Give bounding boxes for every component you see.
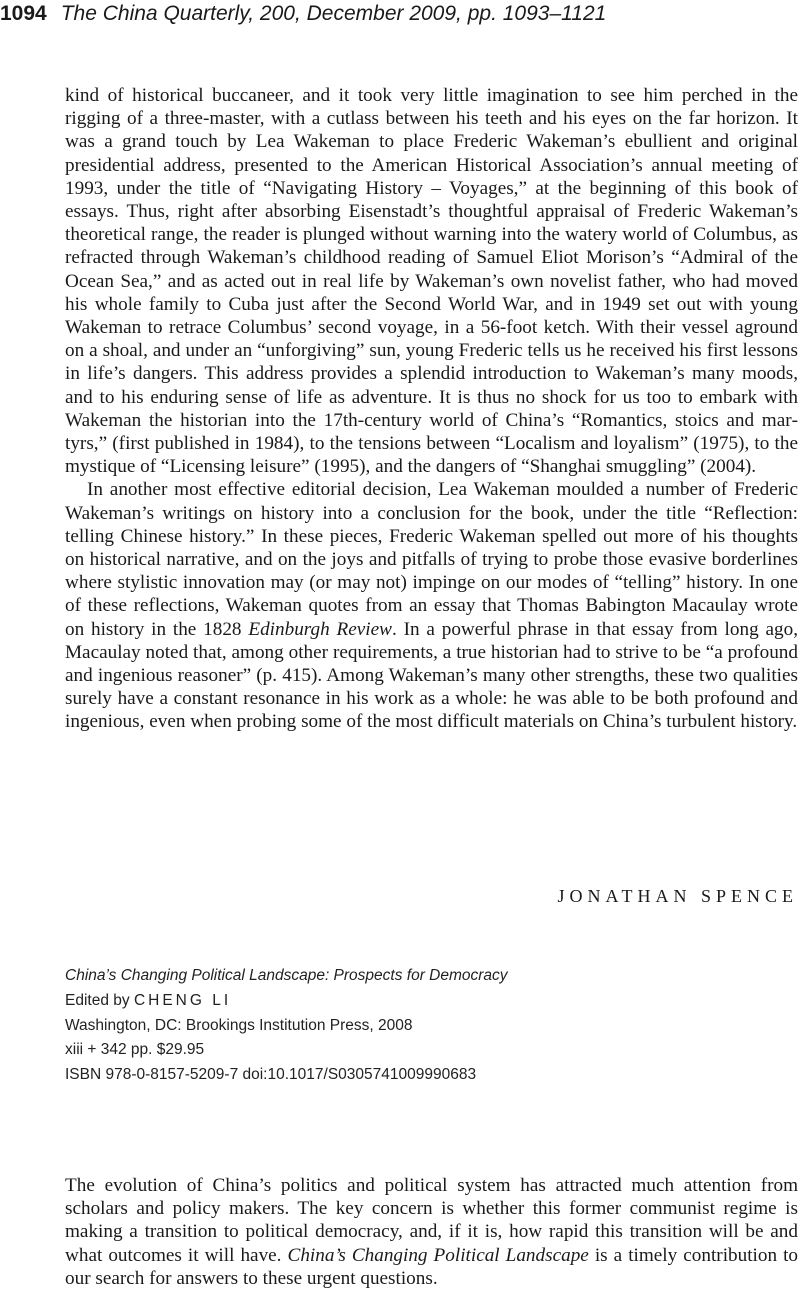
paragraph xyxy=(65,1174,798,1290)
book-pages-price: xiii + 342 pp. $29.95 xyxy=(65,1041,205,1059)
paragraph xyxy=(65,478,798,733)
previous-review-body xyxy=(65,84,798,734)
journal-citation xyxy=(61,2,607,25)
book-entry xyxy=(65,964,798,1088)
paragraph: kind of historical buccaneer, and it took very little imagination to see him perched in the rigging of a three-master, with a cutlass between his teeth and his eyes on the far horizon. It was a grand touch by Lea Wakeman to place Frederic Wakeman’s ebullient and original presidential address, presented to the American Historical Association’s annual meeting of 1993, under the title of “Navigating History – Voyages,” at the beginning of this book of essays. Thus, right after absorbing Eisenstadt’s thoughtful appraisal of Frederic Wakeman’s theoretical range, the reader is plunged without warning into the watery world of Columbus, as refracted through Wakeman’s childhood reading of Samuel Eliot Morison’s “Admiral of the Ocean Sea,” and as acted out in real life by Wakeman’s own novelist father, who had moved his whole family to Cuba just after the Second World War, and in 1949 set out with young Wakeman to retrace Columbus’ second voyage, in a 56-foot ketch. With their vessel aground on a shoal, and under an “unforgiving” sun, young Frederic tells us he received his first lessons in life’s dangers. This address provides a splendid introduction to Wakeman’s many moods, and to his enduring sense of life as adventure. It is thus no shock for us too to embark with Wakeman the historian into the 17th-century world of China’s “Romantics, stoics and martyrs,” (first published in 1984), to the tensions between “Localism and loyalism” (1975), to the mystique of “Licensing leisure” (1995), and the dangers of “Shanghai smuggling” (2004). xyxy=(65,85,798,478)
journal-title: The China Quarterly xyxy=(60,2,249,25)
paragraph-text: The evolution of China’s politics and political system has attracted much attention from scholars and policy makers. The key concern is whether this former communist regime is making a transition to political democracy, and, if it is, how rapid this transition will be and what outcomes it will have. xyxy=(65,1175,798,1266)
paragraph-text: In another most effective editorial decision, Lea Wakeman moulded a number of Frederic Wakeman’s writings on history into a conclusion for the book, under the title “Reflection: telling Chinese history.” In these pieces, Frederic Wakeman spelled out more of his thoughts on historical narrative, and on the joys and pitfalls of trying to probe those evasive borderlines where stylistic innovation may (or may not) impinge on our modes of “telling” history. In one of these reflections, Wakeman quotes from an essay that Thomas Babington Macaulay wrote on history in the 1828 xyxy=(65,479,798,640)
book-title: China’s Changing Political Landscape: Prospects for Democracy xyxy=(65,967,508,984)
page-number: 1094 xyxy=(0,2,47,25)
paragraph-text: . In a powerful phrase in that essay from long ago, Macaulay noted that, among other requirements, a true historian had to strive to be “a profound and ingenious reasoner” (p. 415). Among Wakeman’s many other strengths, these two qualities surely have a constant resonance in his work as a whole: he was able to be both profound and ingenious, even when probing some of the most difficult materials on China’s turbulent history. xyxy=(65,618,798,733)
book-publisher: Washington, DC: Brookings Institution Press, 2008 xyxy=(65,1016,413,1034)
book-editor-line xyxy=(65,989,798,1014)
new-review-body xyxy=(65,1174,798,1290)
edited-by-label: Edited by xyxy=(65,991,134,1009)
reviewer-name: JONATHAN SPENCE xyxy=(557,886,798,906)
editor-name: CHENG LI xyxy=(133,991,232,1009)
book-title-reference: China’s Changing Political Landscape xyxy=(287,1244,589,1266)
book-isbn-doi: ISBN 978-0-8157-5209-7 doi:10.1017/S0305741009990683 xyxy=(65,1066,477,1084)
periodical-title: Edinburgh Review xyxy=(248,618,392,640)
running-head xyxy=(0,0,800,30)
issue-pages: , 200, December 2009, pp. 1093–1121 xyxy=(248,2,607,25)
paragraph-text: is a timely contribution to our search for answers to these urgent questions. xyxy=(65,1244,799,1289)
